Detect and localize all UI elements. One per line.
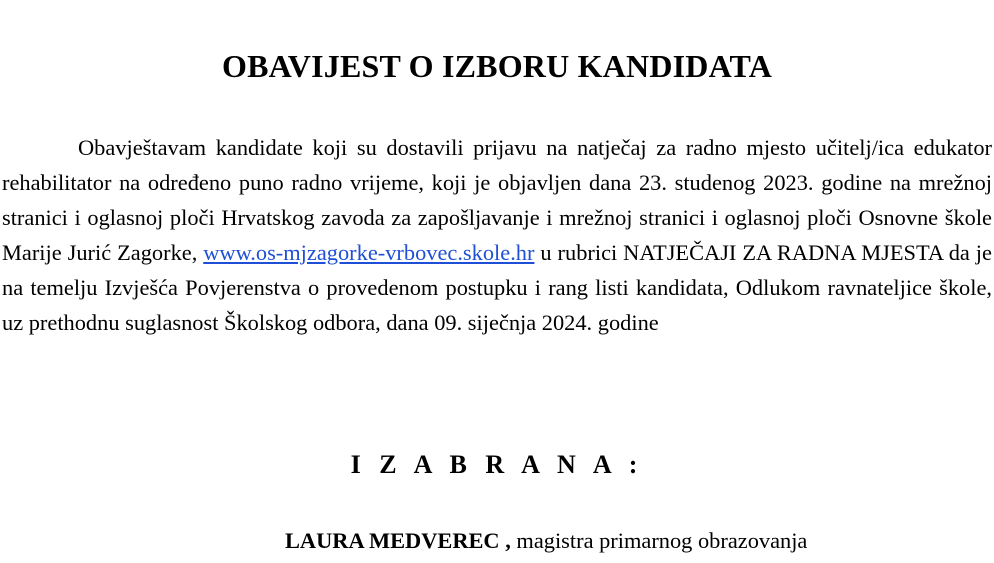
document-title: OBAVIJEST O IZBORU KANDIDATA <box>221 48 773 84</box>
school-website-link[interactable]: www.os-mjzagorke-vrbovec.skole.hr <box>203 240 535 265</box>
notice-paragraph <box>2 130 992 340</box>
selected-heading: I Z A B R A N A : <box>350 450 644 479</box>
selected-candidate <box>285 528 807 554</box>
candidate-title: magistra primarnog obrazovanja <box>516 528 808 553</box>
candidate-name: LAURA MEDVEREC , <box>285 528 511 553</box>
paragraph-part-1: Obavještavam kandidate koji su dostavili prijavu na natječaj za radno mjesto učitelj/ica edukator rehabilitator na određeno puno radno vrijeme, koji je objavljen dana 23. studenog 2023. godine na mrežnoj stranici i oglasnoj ploči Hrvatskog zavoda za zapošljavanje i mrežnoj stranici i oglasnoj ploči Osnovne škole Marije Jurić Zagorke, <box>2 135 992 265</box>
paragraph-part-2: u rubrici NATJEČAJI ZA RADNA MJESTA da je na temelju Izvješća Povjerenstva o provedenom postupku i rang listi kandidata, Odlukom ravnateljice škole, uz prethodnu suglasnost Školskog odbora, dana 09. siječnja 2024. godine <box>2 240 992 335</box>
